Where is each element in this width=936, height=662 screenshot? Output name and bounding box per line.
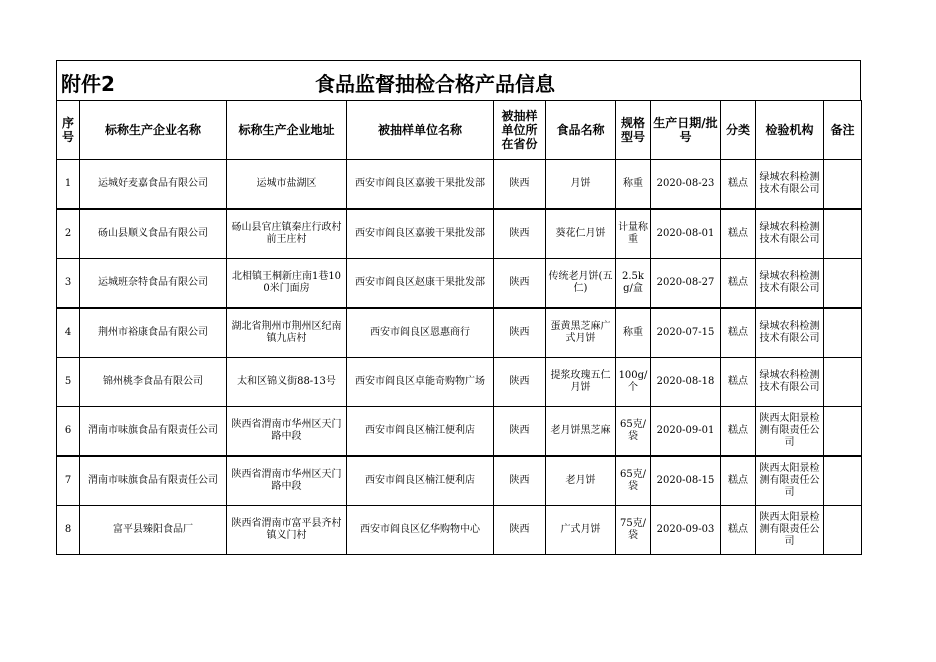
cell-date[interactable]: 2020-08-01 xyxy=(651,209,721,259)
cell-address[interactable]: 运城市盐湖区 xyxy=(227,160,347,210)
cell-no[interactable]: 2 xyxy=(57,209,80,259)
col-header-address[interactable]: 标称生产企业地址 xyxy=(227,101,347,160)
cell-company[interactable]: 渭南市味旗食品有限责任公司 xyxy=(80,407,227,457)
table-row xyxy=(57,456,862,506)
cell-company[interactable]: 运城班奈特食品有限公司 xyxy=(80,259,227,309)
cell-remark[interactable] xyxy=(824,456,862,506)
cell-spec[interactable]: 75克/袋 xyxy=(616,506,651,555)
col-header-no[interactable]: 序号 xyxy=(57,101,80,160)
cell-spec[interactable]: 称重 xyxy=(616,308,651,358)
title-row xyxy=(56,60,861,100)
cell-address[interactable]: 太和区锦义街88-13号 xyxy=(227,358,347,407)
col-header-spec[interactable]: 规格型号 xyxy=(616,101,651,160)
cell-sampled-unit[interactable]: 西安市阎良区楠江便利店 xyxy=(347,456,494,506)
cell-lab[interactable]: 绿城农科检测技术有限公司 xyxy=(756,209,824,259)
cell-date[interactable]: 2020-09-01 xyxy=(651,407,721,457)
header-row xyxy=(57,101,862,160)
col-header-date[interactable]: 生产日期/批号 xyxy=(651,101,721,160)
cell-address[interactable]: 陕西省渭南市华州区天门路中段 xyxy=(227,456,347,506)
cell-spec[interactable]: 计量称重 xyxy=(616,209,651,259)
cell-remark[interactable] xyxy=(824,160,862,210)
cell-sampled-unit[interactable]: 西安市阎良区赵康干果批发部 xyxy=(347,259,494,309)
cell-food[interactable]: 广式月饼 xyxy=(546,506,616,555)
cell-address[interactable]: 北相镇王桐新庄南1巷100米门面房 xyxy=(227,259,347,309)
table-row xyxy=(57,160,862,210)
table-row xyxy=(57,506,862,555)
col-header-sampled-unit[interactable]: 被抽样单位名称 xyxy=(347,101,494,160)
cell-no[interactable]: 5 xyxy=(57,358,80,407)
cell-spec[interactable]: 65克/袋 xyxy=(616,407,651,457)
col-header-province[interactable]: 被抽样单位所在省份 xyxy=(494,101,546,160)
table-row xyxy=(57,259,862,309)
cell-date[interactable]: 2020-09-03 xyxy=(651,506,721,555)
col-header-food[interactable]: 食品名称 xyxy=(546,101,616,160)
cell-no[interactable]: 1 xyxy=(57,160,80,210)
cell-remark[interactable] xyxy=(824,308,862,358)
cell-sampled-unit[interactable]: 西安市阎良区亿华购物中心 xyxy=(347,506,494,555)
cell-spec[interactable]: 称重 xyxy=(616,160,651,210)
page-title: 食品监督抽检合格产品信息 xyxy=(315,72,555,96)
cell-lab[interactable]: 绿城农科检测技术有限公司 xyxy=(756,160,824,210)
cell-category[interactable]: 糕点 xyxy=(721,506,756,555)
table-row xyxy=(57,358,862,407)
attachment-label: 附件2 xyxy=(61,72,115,96)
cell-spec[interactable]: 100g/个 xyxy=(616,358,651,407)
cell-remark[interactable] xyxy=(824,209,862,259)
cell-province[interactable]: 陕西 xyxy=(494,456,546,506)
cell-province[interactable]: 陕西 xyxy=(494,308,546,358)
spreadsheet xyxy=(56,60,861,555)
cell-address[interactable]: 陕西省渭南市富平县齐村镇义门村 xyxy=(227,506,347,555)
cell-remark[interactable] xyxy=(824,407,862,457)
cell-date[interactable]: 2020-07-15 xyxy=(651,308,721,358)
cell-date[interactable]: 2020-08-18 xyxy=(651,358,721,407)
cell-no[interactable]: 6 xyxy=(57,407,80,457)
cell-no[interactable]: 4 xyxy=(57,308,80,358)
cell-lab[interactable]: 陕西太阳景检测有限责任公司 xyxy=(756,506,824,555)
cell-lab[interactable]: 陕西太阳景检测有限责任公司 xyxy=(756,407,824,457)
cell-sampled-unit[interactable]: 西安市阎良区楠江便利店 xyxy=(347,407,494,457)
cell-company[interactable]: 荆州市裕康食品有限公司 xyxy=(80,308,227,358)
cell-address[interactable]: 砀山县官庄镇秦庄行政村前王庄村 xyxy=(227,209,347,259)
cell-category[interactable]: 糕点 xyxy=(721,308,756,358)
col-header-category[interactable]: 分类 xyxy=(721,101,756,160)
cell-food[interactable]: 月饼 xyxy=(546,160,616,210)
col-header-remark[interactable]: 备注 xyxy=(824,101,862,160)
cell-food[interactable]: 提浆玫瑰五仁月饼 xyxy=(546,358,616,407)
cell-province[interactable]: 陕西 xyxy=(494,358,546,407)
cell-food[interactable]: 传统老月饼(五仁) xyxy=(546,259,616,309)
cell-remark[interactable] xyxy=(824,259,862,309)
cell-province[interactable]: 陕西 xyxy=(494,259,546,309)
cell-category[interactable]: 糕点 xyxy=(721,160,756,210)
cell-lab[interactable]: 绿城农科检测技术有限公司 xyxy=(756,308,824,358)
cell-province[interactable]: 陕西 xyxy=(494,209,546,259)
cell-lab[interactable]: 绿城农科检测技术有限公司 xyxy=(756,358,824,407)
cell-category[interactable]: 糕点 xyxy=(721,209,756,259)
cell-no[interactable]: 8 xyxy=(57,506,80,555)
cell-date[interactable]: 2020-08-15 xyxy=(651,456,721,506)
cell-category[interactable]: 糕点 xyxy=(721,456,756,506)
cell-spec[interactable]: 65克/袋 xyxy=(616,456,651,506)
cell-sampled-unit[interactable]: 西安市阎良区卓能奇购物广场 xyxy=(347,358,494,407)
cell-company[interactable]: 锦州桃李食品有限公司 xyxy=(80,358,227,407)
cell-date[interactable]: 2020-08-23 xyxy=(651,160,721,210)
cell-lab[interactable]: 绿城农科检测技术有限公司 xyxy=(756,259,824,309)
cell-sampled-unit[interactable]: 西安市阎良区嘉骏干果批发部 xyxy=(347,209,494,259)
cell-food[interactable]: 老月饼黑芝麻 xyxy=(546,407,616,457)
cell-no[interactable]: 3 xyxy=(57,259,80,309)
cell-category[interactable]: 糕点 xyxy=(721,407,756,457)
cell-food[interactable]: 老月饼 xyxy=(546,456,616,506)
cell-company[interactable]: 运城好麦嘉食品有限公司 xyxy=(80,160,227,210)
table-row xyxy=(57,209,862,259)
cell-address[interactable]: 湖北省荆州市荆州区纪南镇九店村 xyxy=(227,308,347,358)
col-header-company[interactable]: 标称生产企业名称 xyxy=(80,101,227,160)
cell-date[interactable]: 2020-08-27 xyxy=(651,259,721,309)
cell-province[interactable]: 陕西 xyxy=(494,407,546,457)
cell-food[interactable]: 葵花仁月饼 xyxy=(546,209,616,259)
cell-remark[interactable] xyxy=(824,506,862,555)
cell-sampled-unit[interactable]: 西安市阎良区恩惠商行 xyxy=(347,308,494,358)
cell-company[interactable]: 砀山县顺义食品有限公司 xyxy=(80,209,227,259)
cell-food[interactable]: 蛋黄黑芝麻广式月饼 xyxy=(546,308,616,358)
cell-remark[interactable] xyxy=(824,358,862,407)
cell-category[interactable]: 糕点 xyxy=(721,358,756,407)
cell-category[interactable]: 糕点 xyxy=(721,259,756,309)
cell-company[interactable]: 富平县臻阳食品厂 xyxy=(80,506,227,555)
cell-province[interactable]: 陕西 xyxy=(494,160,546,210)
product-table xyxy=(56,100,862,555)
cell-no[interactable]: 7 xyxy=(57,456,80,506)
table-row xyxy=(57,407,862,457)
cell-spec[interactable]: 2.5kg/盒 xyxy=(616,259,651,309)
col-header-lab[interactable]: 检验机构 xyxy=(756,101,824,160)
cell-sampled-unit[interactable]: 西安市阎良区嘉骏干果批发部 xyxy=(347,160,494,210)
cell-address[interactable]: 陕西省渭南市华州区天门路中段 xyxy=(227,407,347,457)
cell-province[interactable]: 陕西 xyxy=(494,506,546,555)
table-row xyxy=(57,308,862,358)
cell-company[interactable]: 渭南市味旗食品有限责任公司 xyxy=(80,456,227,506)
cell-lab[interactable]: 陕西太阳景检测有限责任公司 xyxy=(756,456,824,506)
